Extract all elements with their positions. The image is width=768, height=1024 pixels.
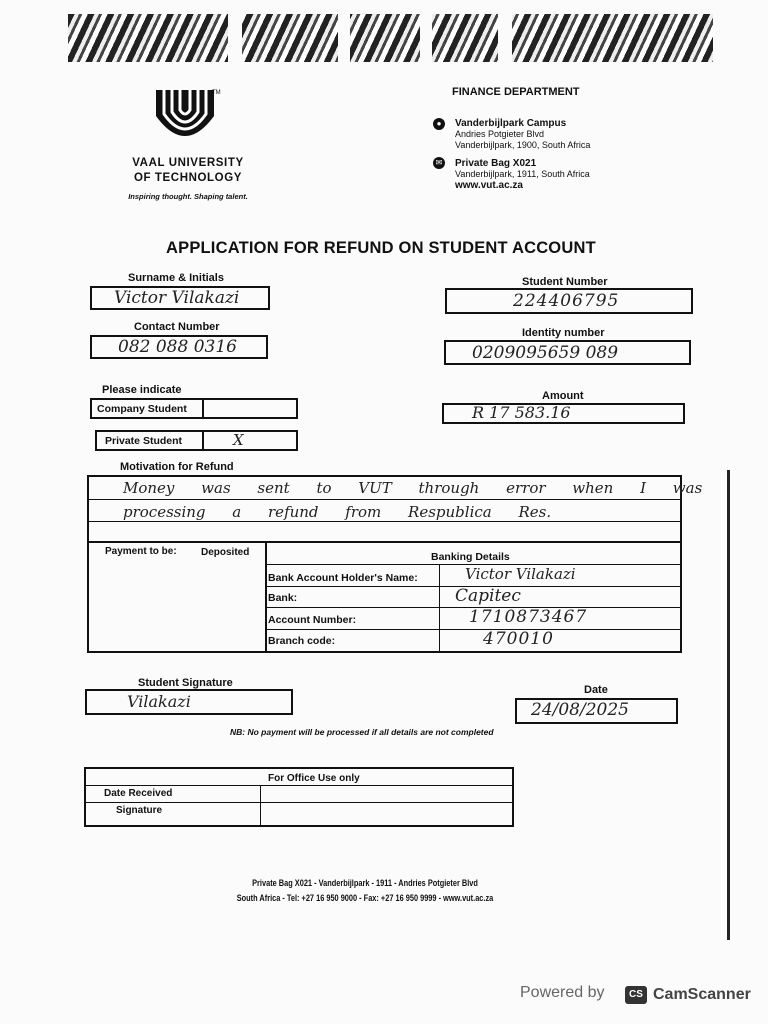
student-signature-label: Student Signature — [138, 677, 233, 689]
postal-address: Private Bag X021 Vanderbijlpark, 1911, South Africa www.vut.ac.za — [455, 158, 590, 191]
please-indicate-label: Please indicate — [102, 384, 182, 396]
camscanner-logo: CS CamScanner — [618, 980, 754, 1010]
contact-number-field[interactable]: 082 088 0316 — [90, 335, 268, 359]
mail-icon: ✉ — [433, 157, 445, 169]
amount-field[interactable]: R 17 583.16 — [442, 403, 685, 424]
university-name: VAAL UNIVERSITY OF TECHNOLOGY — [132, 157, 244, 184]
identity-number-label: Identity number — [522, 327, 605, 339]
holder-name-label: Bank Account Holder's Name: — [268, 572, 418, 584]
svg-text:TM: TM — [212, 90, 221, 96]
department-title: FINANCE DEPARTMENT — [452, 86, 580, 98]
branch-code-label: Branch code: — [268, 635, 336, 647]
payment-section — [87, 541, 682, 653]
tagline: Inspiring thought. Shaping talent. — [128, 192, 248, 201]
date-field[interactable]: 24/08/2025 — [515, 698, 678, 724]
bank-value[interactable]: Capitec — [455, 586, 521, 606]
office-use-title: For Office Use only — [268, 773, 360, 784]
account-number-value[interactable]: 1710873467 — [469, 607, 588, 627]
motivation-field[interactable]: Money was sent to VUT through error when I was processing a refund from Respublica Res. — [87, 475, 682, 543]
vut-logo-icon — [152, 86, 221, 148]
student-number-field[interactable]: 224406795 — [445, 288, 693, 314]
holder-name-value[interactable]: Victor Vilakazi — [465, 565, 576, 583]
decorative-pattern-banner — [68, 14, 713, 62]
bank-label: Bank: — [268, 592, 298, 604]
contact-number-label: Contact Number — [134, 321, 220, 333]
branch-code-value[interactable]: 470010 — [483, 629, 554, 649]
student-number-label: Student Number — [522, 276, 608, 288]
office-use-table — [84, 767, 514, 827]
payment-label: Payment to be: — [105, 546, 177, 557]
private-student-checkbox[interactable]: X — [233, 431, 244, 449]
camscanner-icon: CS — [625, 986, 647, 1004]
banking-details-title: Banking Details — [431, 551, 510, 563]
date-label: Date — [584, 684, 608, 696]
private-student-row: Private Student X — [95, 430, 298, 451]
campus-address: Vanderbijlpark Campus Andries Potgieter Blvd Vanderbijlpark, 1900, South Africa — [455, 118, 591, 150]
account-number-label: Account Number: — [268, 614, 357, 626]
payment-method: Deposited — [201, 547, 250, 558]
identity-number-field[interactable]: 0209095659 089 — [444, 340, 691, 365]
scan-edge-line — [727, 470, 730, 940]
nb-notice: NB: No payment will be processed if all details are not completed — [230, 727, 494, 737]
student-signature-field[interactable]: Vilakazi — [85, 689, 293, 715]
powered-by-text: Powered by — [520, 984, 605, 1001]
office-signature-label: Signature — [116, 805, 163, 816]
amount-label: Amount — [542, 390, 584, 402]
surname-label: Surname & Initials — [128, 272, 224, 284]
form-title: APPLICATION FOR REFUND ON STUDENT ACCOUNT — [166, 239, 596, 257]
location-pin-icon: ● — [433, 118, 445, 130]
date-received-label: Date Received — [104, 788, 173, 799]
document-footer: Private Bag X021 - Vanderbijlpark - 1911 - Andries Potgieter Blvd South Africa - Tel: +27 16 950 9000 - Fax: +27 16 950 9999 - www.vut.ac.za — [236, 878, 494, 903]
motivation-label: Motivation for Refund — [120, 461, 234, 473]
company-student-row: Company Student — [90, 398, 298, 419]
surname-field[interactable]: Victor Vilakazi — [90, 286, 270, 310]
